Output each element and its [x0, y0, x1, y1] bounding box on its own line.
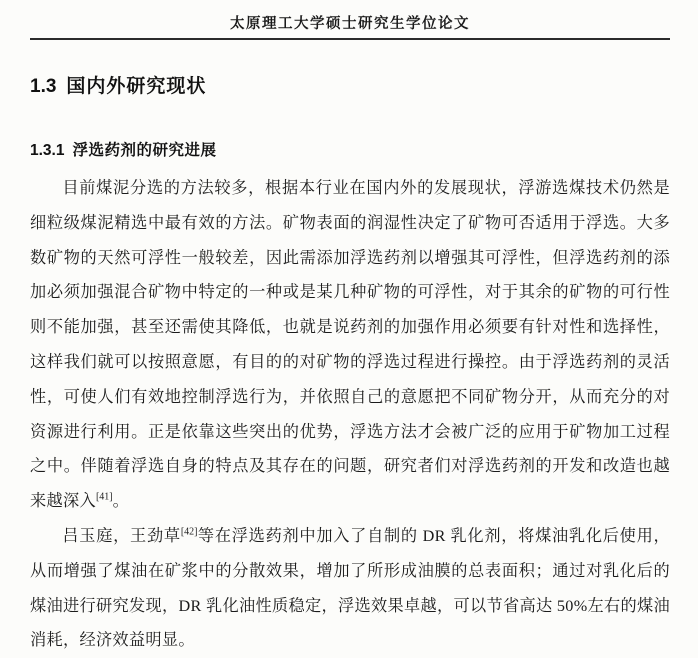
- paragraph-1: [30, 171, 670, 519]
- citation-ref-42: [42]: [180, 526, 198, 538]
- running-head-title: 太原理工大学硕士研究生学位论文: [230, 16, 470, 32]
- section-title: 国内外研究现状: [66, 76, 207, 97]
- subsection-title: 浮选药剂的研究进展: [72, 142, 217, 159]
- paragraph-1-tail: 。: [112, 492, 130, 511]
- paragraph-2-lead: 吕玉庭，王劲草: [62, 526, 181, 545]
- section-number: 1.3: [30, 76, 57, 97]
- citation-ref-41: [41]: [95, 491, 113, 503]
- paragraph-2-text: 等在浮选药剂中加入了自制的 DR 乳化剂，将煤油乳化后使用，从而增强了煤油在矿浆中的分散效果，增加了所形成油膜的总表面积；通过对乳化后的煤油进行研究发现，DR 乳化油性质稳定，浮选效果卓越，可以节省高达 50%左右的煤油消耗，经济效益明显。: [30, 526, 670, 650]
- subsection-heading: [30, 138, 670, 160]
- paragraph-1-text: 目前煤泥分选的方法较多，根据本行业在国内外的发展现状，浮游选煤技术仍然是细粒级煤泥精选中最有效的方法。矿物表面的润湿性决定了矿物可否适用于浮选。大多数矿物的天然可浮性一般较差，因此需添加浮选药剂以增强其可浮性，但浮选药剂的添加必须加强混合矿物中特定的一种或是某几种矿物的可浮性，对于其余的矿物的可行性则不能加强，甚至还需使其降低，也就是说药剂的加强作用必须要有针对性和选择性，这样我们就可以按照意愿，有目的的对矿物的浮选过程进行操控。由于浮选药剂的灵活性，可使人们有效地控制浮选行为，并依照自己的意愿把不同矿物分开，从而充分的对资源进行利用。正是依靠这些突出的优势，浮选方法才会被广泛的应用于矿物加工过程之中。伴随着浮选自身的特点及其存在的问题，研究者们对浮选药剂的开发和改造也越来越深入: [30, 179, 670, 511]
- body-text: [30, 171, 670, 658]
- header-divider-line: [30, 38, 670, 40]
- section-heading: [30, 71, 670, 98]
- paragraph-2: [30, 519, 670, 658]
- subsection-number: 1.3.1: [30, 142, 65, 159]
